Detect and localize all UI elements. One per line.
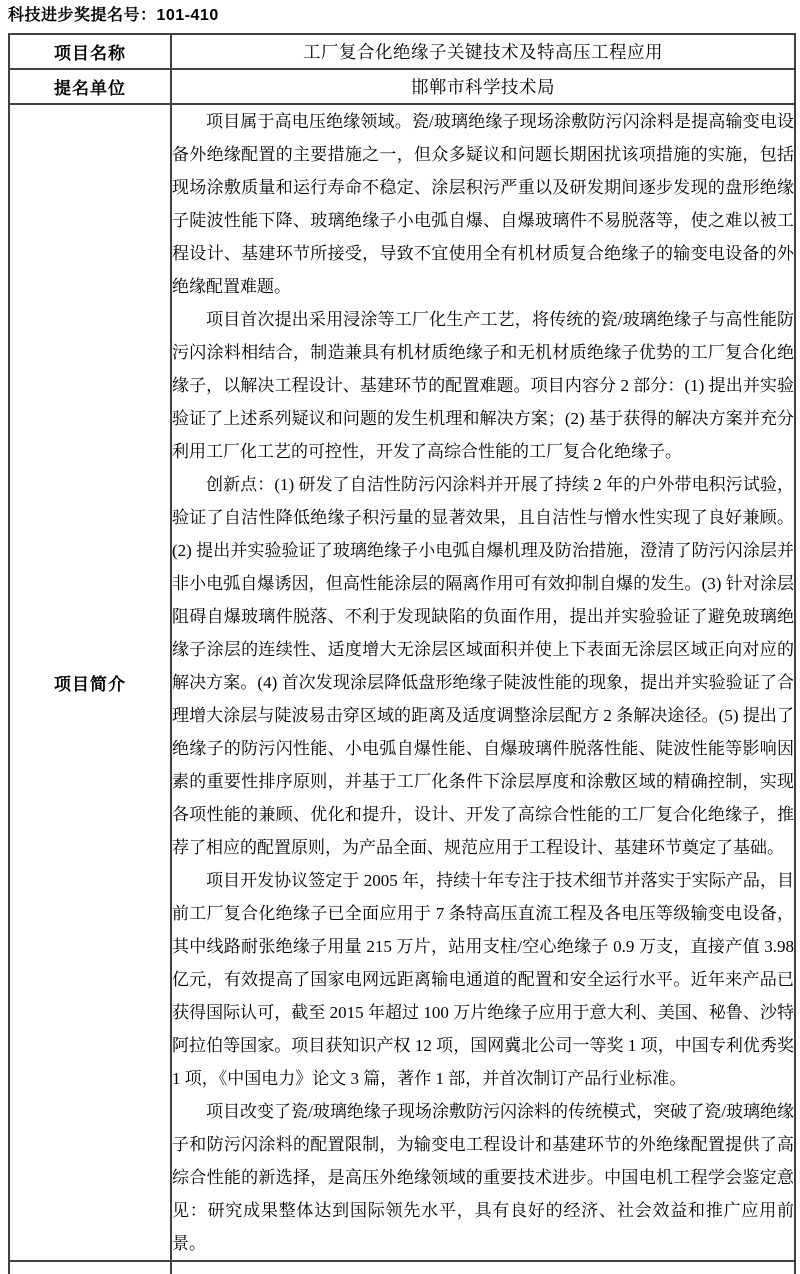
award-nomination-table bbox=[8, 33, 796, 1274]
intro-paragraph-conclusion: 项目改变了瓷/玻璃绝缘子现场涂敷防污闪涂料的传统模式，突破了瓷/玻璃绝缘子和防污闪涂料的配置限制，为输变电工程设计和基建环节的外绝缘配置提供了高综合性能的新选择，是高压外绝缘领域的重要技术进步。中国电机工程学会鉴定意见：研究成果整体达到国际领先水平，具有良好的经济、社会效益和推广应用前景。 bbox=[172, 1102, 794, 1253]
intro-paragraph-field: 项目属于高电压绝缘领域。瓷/玻璃绝缘子现场涂敷防污闪涂料是提高输变电设备外绝缘配置的主要措施之一，但众多疑议和问题长期困扰该项措施的实施，包括现场涂敷质量和运行寿命不稳定、涂层积污严重以及研发期间逐步发现的盘形绝缘子陡波性能下降、玻璃绝缘子小电弧自爆、自爆玻璃件不易脱落等，使之难以被工程设计、基建环节所接受，导致不宜使用全有机材质复合绝缘子的输变电设备的外绝缘配置难题。 bbox=[172, 112, 794, 296]
next-row-stub-value-cell bbox=[171, 1261, 795, 1274]
intro-paragraph-method: 项目首次提出采用浸涂等工厂化生产工艺，将传统的瓷/玻璃绝缘子与高性能防污闪涂料相结合，制造兼具有机材质绝缘子和无机材质绝缘子优势的工厂复合化绝缘子，以解决工程设计、基建环节的配置难题。项目内容分 2 部分：(1) 提出并实验验证了上述系列疑议和问题的发生机理和解决方案；(2) 基于获得的解决方案并充分利用工厂化工艺的可控性，开发了高综合性能的工厂复合化绝缘子。 bbox=[172, 310, 794, 461]
next-row-stub-label-cell bbox=[9, 1261, 171, 1274]
project-name-label: 项目名称 bbox=[9, 34, 171, 69]
nomination-number: 科技进步奖提名号：101-410 bbox=[8, 7, 219, 24]
next-row-stub bbox=[9, 1261, 795, 1274]
project-intro-row bbox=[9, 104, 795, 1261]
project-intro-cell bbox=[171, 104, 795, 1261]
intro-paragraph-application: 项目开发协议签定于 2005 年，持续十年专注于技术细节并落实于实际产品，目前工厂复合化绝缘子已全面应用于 7 条特高压直流工程及各电压等级输变电设备，其中线路耐张绝缘子用量 215 万片，站用支柱/空心绝缘子 0.9 万支，直接产值 3.98 亿元，有效提高了国家电网远距离输电通道的配置和安全运行水平。近年来产品已获得国际认可，截至 2015 年超过 100 万片绝缘子应用于意大利、美国、秘鲁、沙特阿拉伯等国家。项目获知识产权 12 项，国网冀北公司一等奖 1 项，中国专利优秀奖 1 项，《中国电力》论文 3 篇，著作 1 部，并首次制订产品行业标准。 bbox=[172, 871, 794, 1088]
project-name-value: 工厂复合化绝缘子关键技术及特高压工程应用 bbox=[171, 34, 795, 69]
nominator-row bbox=[9, 69, 795, 104]
project-name-row bbox=[9, 34, 795, 69]
project-intro-text bbox=[172, 105, 794, 1260]
nominator-value: 邯郸市科学技术局 bbox=[171, 69, 795, 104]
nominator-label: 提名单位 bbox=[9, 69, 171, 104]
project-intro-label: 项目简介 bbox=[9, 104, 171, 1261]
intro-paragraph-innovations: 创新点：(1) 研发了自洁性防污闪涂料并开展了持续 2 年的户外带电积污试验，验证了自洁性降低绝缘子积污量的显著效果，且自洁性与憎水性实现了良好兼顾。(2) 提出并实验验证了玻璃绝缘子小电弧自爆机理及防治措施，澄清了防污闪涂层并非小电弧自爆诱因，但高性能涂层的隔离作用可有效抑制自爆的发生。(3) 针对涂层阻碍自爆玻璃件脱落、不利于发现缺陷的负面作用，提出并实验验证了避免玻璃绝缘子涂层的连续性、适度增大无涂层区域面积并使上下表面无涂层区域正向对应的解决方案。(4) 首次发现涂层降低盘形绝缘子陡波性能的现象，提出并实验验证了合理增大涂层与陡波易击穿区域的距离及适度调整涂层配方 2 条解决途径。(5) 提出了绝缘子的防污闪性能、小电弧自爆性能、自爆玻璃件脱落性能、陡波性能等影响因素的重要性排序原则，并基于工厂化条件下涂层厚度和涂敷区域的精确控制，实现各项性能的兼顾、优化和提升，设计、开发了高综合性能的工厂复合化绝缘子，推荐了相应的配置原则，为产品全面、规范应用于工程设计、基建环节奠定了基础。 bbox=[172, 475, 794, 857]
